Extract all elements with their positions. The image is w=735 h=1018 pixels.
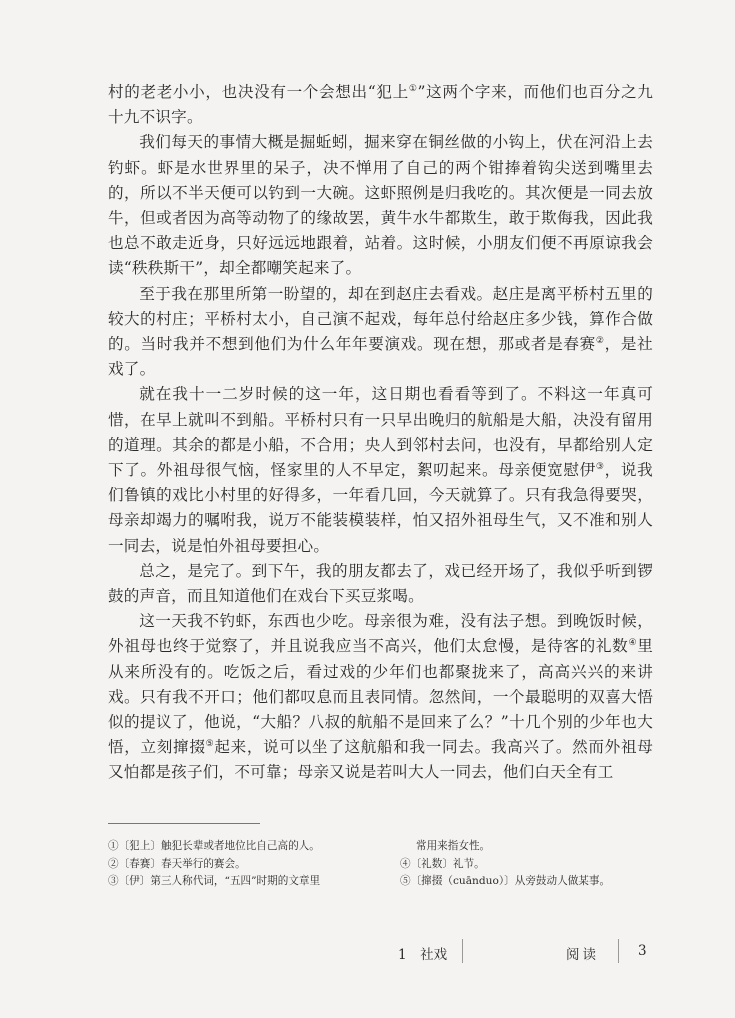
footnote-ref: ③ <box>595 461 605 472</box>
footnote-ref: ⑤ <box>205 739 215 750</box>
page-number: 3 <box>638 943 647 959</box>
footnote-2: ②〔春赛〕春天举行的赛会。 <box>108 857 246 870</box>
paragraph-text: ，说我们鲁镇的戏比小村里的好得多，一年看几回，今天就算了。只有我急得要哭，母亲却竭力的嘱咐我，说万不能装模装样，怕又招外祖母生气，又不准和别人一同去，说是怕外祖母要担心。 <box>108 461 653 555</box>
footnotes-left-column <box>108 838 408 891</box>
paragraph-text: 起来，说可以坐了这航船和我一同去。我高兴了。然而外祖母又怕都是孩子们，不可靠；母亲又说是若叫大人一同去，他们白天全有工 <box>108 738 653 782</box>
paragraph-text: 村的老老小小，也决没有一个会想出“犯上 <box>108 83 409 101</box>
footnote-3: ③〔伊〕第三人称代词，“五四”时期的文章里 <box>108 875 321 887</box>
footnote-ref: ② <box>595 335 605 346</box>
footnote-ref: ① <box>408 83 418 94</box>
footnote-rule <box>108 823 260 824</box>
footnote-ref: ④ <box>628 638 638 649</box>
paragraph-text: 总之，是完了。到下午，我的朋友都去了，戏已经开场了，我似乎听到锣鼓的声音，而且知道他们在戏台下买豆浆喝。 <box>108 561 653 606</box>
paragraph-text: 里从来所没有的。吃饭之后，看过戏的少年们也都聚拢来了，高高兴兴的来讲戏。只有我不开口；他们都叹息而且表同情。忽然间，一个最聪明的双喜大悟似的提议了，他说，“大船？八叔的航船不是回来了么？”十几个别的少年也大悟，立刻撺掇 <box>108 637 653 757</box>
footnote-1: ①〔犯上〕触犯长辈或者地位比自己高的人。 <box>108 840 320 852</box>
paragraph <box>108 609 653 785</box>
paragraph <box>108 282 653 383</box>
paragraph-text: ，是社戏了。 <box>108 335 653 379</box>
paragraph <box>108 130 653 281</box>
paragraph-text: 就在我十一二岁时候的这一年，这日期也看看等到了。不料这一年真可惜，在早上就叫不到船。平桥村只有一只早出晚归的航船是大船，决没有留用的道理。其余的都是小船，不合用；央人到邻村去问，也没有，早都给别人定下了。外祖母很气恼，怪家里的人不早定，絮叨起来。母亲便宽慰伊 <box>108 385 653 480</box>
paragraph <box>108 80 653 130</box>
page-footer <box>0 937 735 967</box>
paragraph-text: 这一天我不钓虾，东西也少吃。母亲很为难，没有法子想。到晚饭时候，外祖母也终于觉察了，并且说我应当不高兴，他们太怠慢，是待客的礼数 <box>108 612 653 656</box>
footer-divider <box>462 939 463 963</box>
paragraph <box>108 382 653 558</box>
footnote-5: ⑤〔撺掇（cuānduo）〕从旁鼓动人做某事。 <box>400 875 611 887</box>
footnote-4: ④〔礼数〕礼节。 <box>400 857 485 870</box>
footnotes-right-column <box>400 838 660 891</box>
paragraph-text: 至于我在那里所第一盼望的，却在到赵庄去看戏。赵庄是离平桥村五里的较大的村庄；平桥村太小，自己演不起戏，每年总付给赵庄多少钱，算作合做的。当时我并不想到他们为什么年年要演戏。现在想，那或者是春赛 <box>108 284 653 354</box>
footer-divider <box>618 939 619 963</box>
paragraph-text: ”这两个字来，而他们也百分之九十九不识字。 <box>108 83 653 127</box>
paragraph <box>108 559 653 609</box>
body-text <box>108 80 653 786</box>
section-label: 阅读 <box>566 947 599 963</box>
paragraph-text: 我们每天的事情大概是掘蚯蚓，掘来穿在铜丝做的小钩上，伏在河沿上去钓虾。虾是水世界里的呆子，决不惮用了自己的两个钳捧着钩尖送到嘴里去的，所以不半天便可以钓到一大碗。这虾照例是归我吃的。其次便是一同去放牛，但或者因为高等动物了的缘故罢，黄牛水牛都欺生，敢于欺侮我，因此我也总不敢走近身，只好远远地跟着，站着。这时候，小朋友们便不再原谅我会读“秩秩斯干”，却全都嘲笑起来了。 <box>108 133 653 278</box>
footnote-3-continued: 常用来指女性。 <box>416 840 491 852</box>
chapter-label: 1 社戏 <box>398 947 448 963</box>
